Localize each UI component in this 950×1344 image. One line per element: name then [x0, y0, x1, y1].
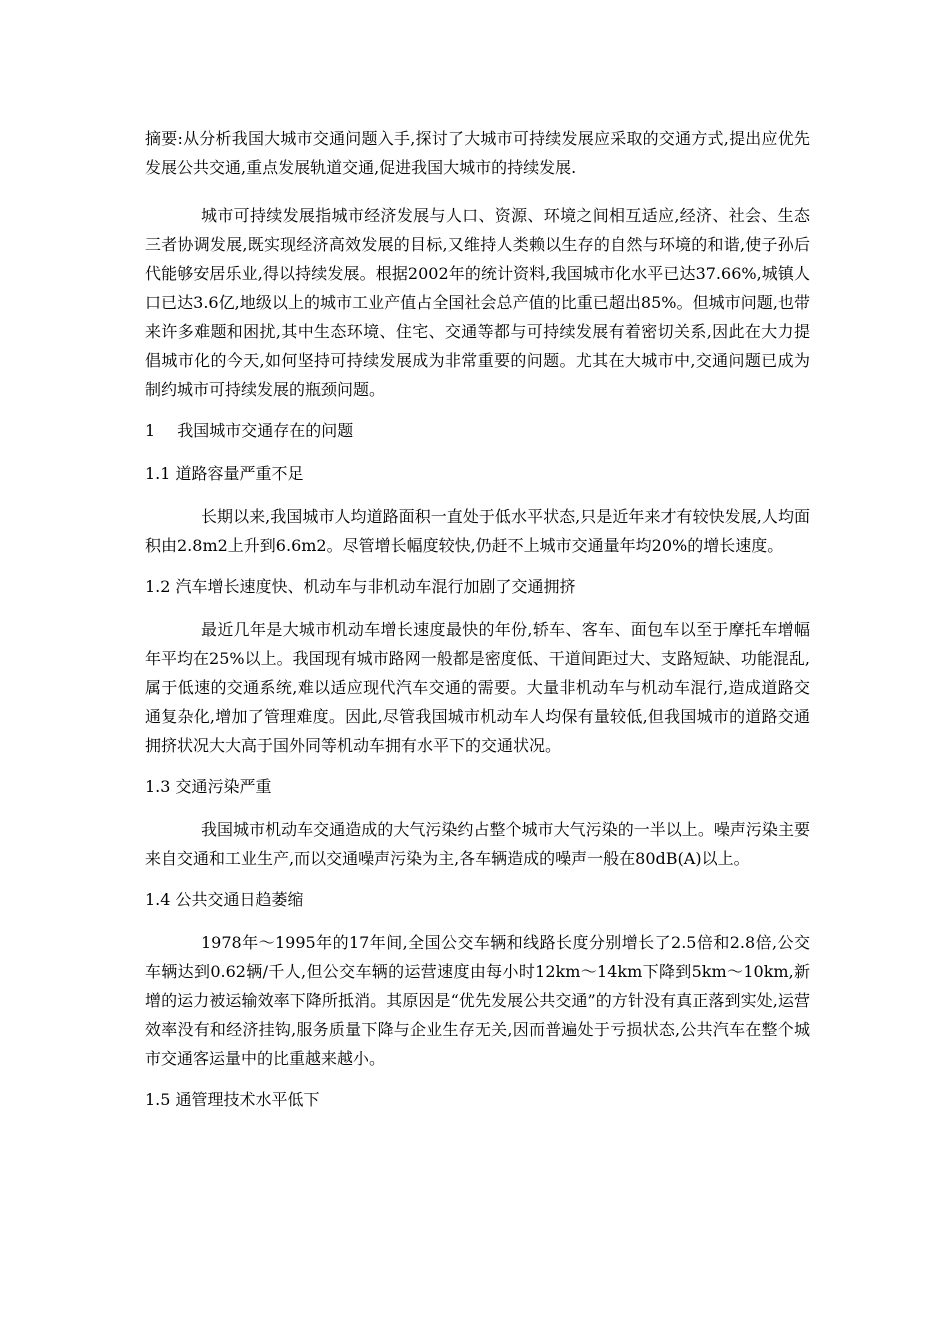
section-1-title: 我国城市交通存在的问题	[177, 421, 354, 440]
section-1-number: 1	[145, 421, 156, 440]
section-1-4-body: 1978年～1995年的17年间,全国公交车辆和线路长度分别增长了2.5倍和2.8倍,公交车辆达到0.62辆/千人,但公交车辆的运营速度由每小时12km～14km下降到5km～10km,新增的运力被运输效率下降所抵消。其原因是“优先发展公共交通”的方针没有真正落到实处,运营效率没有和经济挂钩,服务质量下降与企业生存无关,因而普遍处于亏损状态,公共汽车在整个城市交通客运量中的比重越来越小。	[145, 933, 810, 1068]
section-1-3-heading: 1.3 交通污染严重	[145, 777, 272, 796]
section-1-4-heading: 1.4 公共交通日趋萎缩	[145, 890, 304, 909]
section-1-3-body: 我国城市机动车交通造成的大气污染约占整个城市大气污染的一半以上。噪声污染主要来自交通和工业生产,而以交通噪声污染为主,各车辆造成的噪声一般在80dB(A)以上。	[145, 820, 810, 868]
document-body	[145, 124, 810, 1128]
section-1-5-heading: 1.5 通管理技术水平低下	[145, 1090, 320, 1109]
section-1-heading	[145, 416, 810, 445]
section-1-1-heading: 1.1 道路容量严重不足	[145, 464, 304, 483]
section-1-2-heading: 1.2 汽车增长速度快、机动车与非机动车混行加剧了交通拥挤	[145, 577, 576, 596]
section-1-1-body: 长期以来,我国城市人均道路面积一直处于低水平状态,只是近年来才有较快发展,人均面积由2.8m2上升到6.6m2。尽管增长幅度较快,仍赶不上城市交通量年均20%的增长速度。	[145, 507, 810, 555]
abstract: 摘要:从分析我国大城市交通问题入手,探讨了大城市可持续发展应采取的交通方式,提出应优先发展公共交通,重点发展轨道交通,促进我国大城市的持续发展.	[145, 129, 810, 177]
section-1-2-body: 最近几年是大城市机动车增长速度最快的年份,轿车、客车、面包车以至于摩托车增幅年平均在25%以上。我国现有城市路网一般都是密度低、干道间距过大、支路短缺、功能混乱,属于低速的交通系统,难以适应现代汽车交通的需要。大量非机动车与机动车混行,造成道路交通复杂化,增加了管理难度。因此,尽管我国城市机动车人均保有量较低,但我国城市的道路交通拥挤状况大大高于国外同等机动车拥有水平下的交通状况。	[145, 620, 810, 755]
intro-paragraph: 城市可持续发展指城市经济发展与人口、资源、环境之间相互适应,经济、社会、生态三者协调发展,既实现经济高效发展的目标,又维持人类赖以生存的自然与环境的和谐,使子孙后代能够安居乐业,得以持续发展。根据2002年的统计资料,我国城市化水平已达37.66%,城镇人口已达3.6亿,地级以上的城市工业产值占全国社会总产值的比重已超出85%。但城市问题,也带来许多难题和困扰,其中生态环境、住宅、交通等都与可持续发展有着密切关系,因此在大力提倡城市化的今天,如何坚持可持续发展成为非常重要的问题。尤其在大城市中,交通问题已成为制约城市可持续发展的瓶颈问题。	[145, 206, 810, 399]
